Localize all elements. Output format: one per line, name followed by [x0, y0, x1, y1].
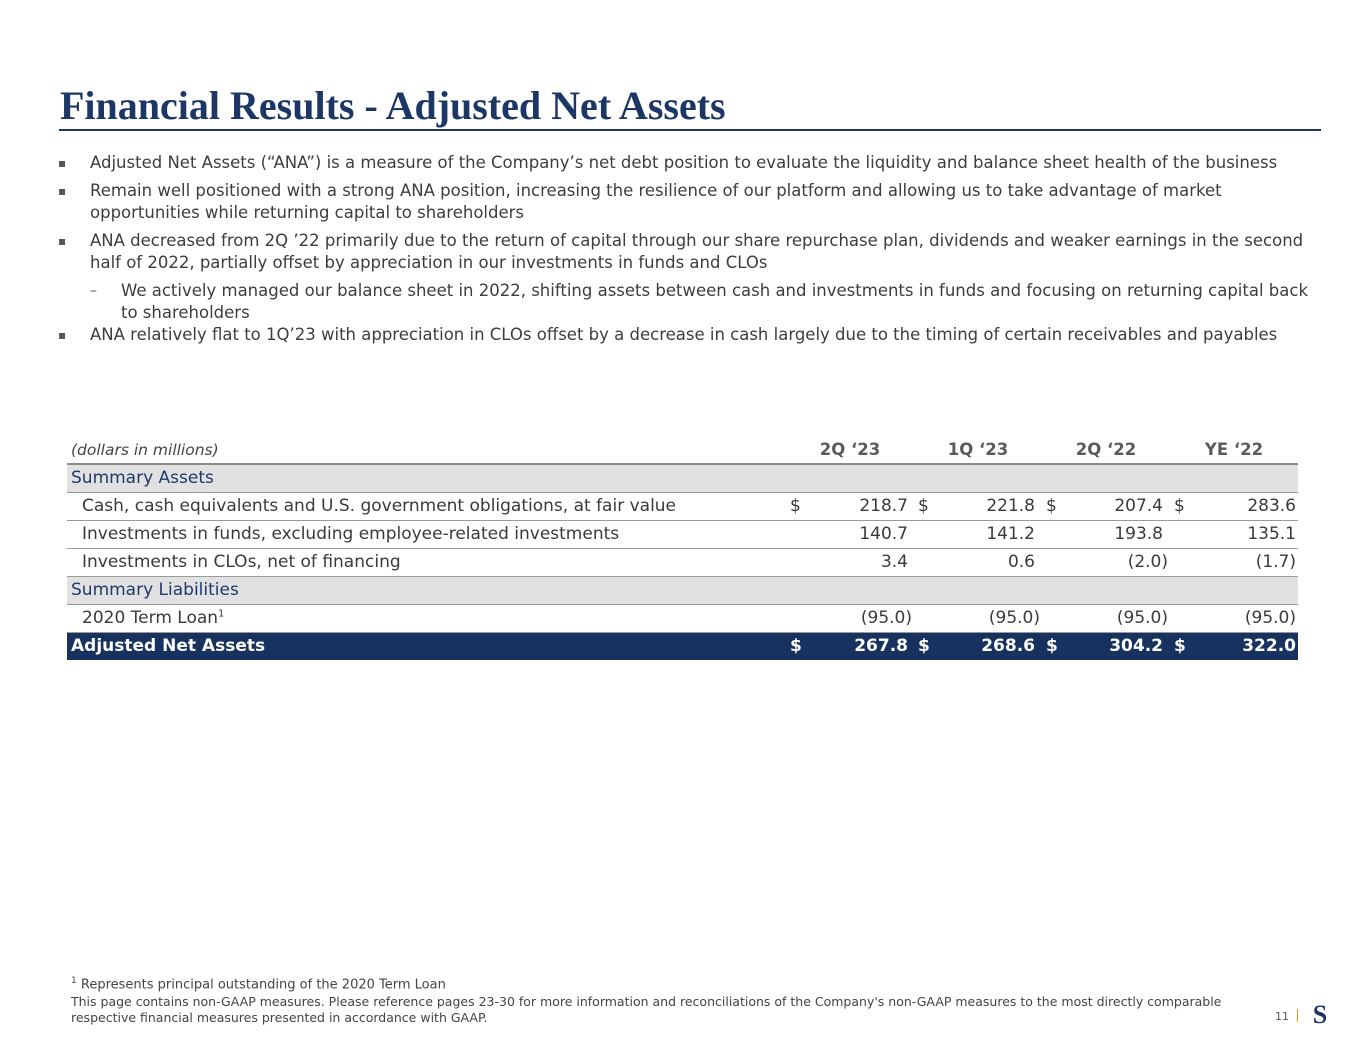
value-cell: 140.7 — [859, 524, 908, 544]
footnote-marker: 1 — [71, 976, 77, 986]
dash-marker: – — [90, 283, 97, 299]
non-gaap-disclaimer: This page contains non-GAAP measures. Please reference pages 23-30 for more information and reconciliations of the Company's non-GAAP measures to the most directly comparable respective financial measures presented in accordance with GAAP. — [71, 994, 1222, 1025]
value-cell: (1.7) — [1255, 552, 1296, 572]
bullet-item — [58, 230, 1320, 274]
section-row-assets — [67, 465, 1298, 493]
value-cell: 141.2 — [986, 524, 1035, 544]
bullet-text: ANA decreased from 2Q ’22 primarily due to the return of capital through our share repurchase plan, dividends and weaker earnings in the second half of 2022, partially offset by appreciation in our investments in funds and CLOs — [90, 231, 1304, 272]
value-cell: 283.6 — [1247, 496, 1296, 516]
page-title: Financial Results - Adjusted Net Assets — [60, 83, 726, 128]
table-header-row — [67, 437, 1298, 465]
dollar-sign: $ — [1174, 496, 1185, 516]
column-header: 2Q ‘23 — [819, 440, 881, 459]
total-value: 304.2 — [1109, 636, 1163, 656]
footnote-text: Represents principal outstanding of the 2020 Term Loan — [80, 977, 446, 993]
bullet-marker: ▪ — [58, 184, 67, 198]
total-value: 267.8 — [854, 636, 908, 656]
bullet-item — [58, 180, 1320, 224]
value-cell: 0.6 — [1007, 552, 1035, 572]
row-label: Investments in CLOs, net of financing — [82, 552, 401, 572]
bullet-list — [58, 152, 1320, 346]
bullet-text: ANA relatively flat to 1Q’23 with appreciation in CLOs offset by a decrease in cash largely due to the timing of certain receivables and payables — [90, 325, 1278, 344]
row-label-text: 2020 Term Loan — [82, 608, 219, 628]
footer-separator — [1297, 1009, 1298, 1022]
value-cell: (95.0) — [1244, 608, 1296, 628]
section-label: Summary Assets — [71, 468, 214, 488]
row-label — [82, 605, 224, 632]
column-header: 2Q ‘22 — [1075, 440, 1137, 459]
bullet-marker: ▪ — [58, 156, 67, 170]
dollar-sign: $ — [918, 496, 929, 516]
bullet-marker: ▪ — [58, 328, 67, 342]
value-cell: (95.0) — [988, 608, 1040, 628]
title-underline — [59, 129, 1321, 131]
dollar-sign: $ — [1174, 636, 1186, 656]
footnote-ref: 1 — [218, 608, 225, 620]
sub-bullet-item — [58, 280, 1320, 324]
company-logo-s-icon — [1309, 1001, 1331, 1027]
bullet-marker: ▪ — [58, 234, 67, 248]
value-cell: (2.0) — [1127, 552, 1168, 572]
bullet-item — [58, 324, 1320, 346]
total-label: Adjusted Net Assets — [71, 636, 266, 656]
value-cell: 3.4 — [880, 552, 908, 572]
table-row — [67, 493, 1298, 521]
bullet-text: We actively managed our balance sheet in 2022, shifting assets between cash and investments in funds and focusing on returning capital back to shareholders — [121, 281, 1309, 322]
svg-text:S: S — [1312, 1001, 1328, 1027]
row-label: Cash, cash equivalents and U.S. government obligations, at fair value — [82, 496, 677, 516]
page-number: 11 — [1275, 1010, 1289, 1023]
dollar-sign: $ — [790, 636, 802, 656]
value-cell: 218.7 — [859, 496, 908, 516]
section-row-liabilities — [67, 577, 1298, 605]
value-cell: (95.0) — [1116, 608, 1168, 628]
total-value: 268.6 — [981, 636, 1035, 656]
row-label: Investments in funds, excluding employee-related investments — [82, 524, 620, 544]
footnote — [71, 976, 446, 992]
table-row — [67, 521, 1298, 549]
dollar-sign: $ — [1046, 496, 1057, 516]
adjusted-net-assets-table — [67, 437, 1298, 660]
value-cell: (95.0) — [860, 608, 912, 628]
bullet-text: Adjusted Net Assets (“ANA”) is a measure of the Company’s net debt position to evaluate the liquidity and balance sheet health of the business — [90, 153, 1278, 172]
bullet-item — [58, 152, 1320, 174]
dollar-sign: $ — [790, 496, 801, 516]
dollar-sign: $ — [1046, 636, 1058, 656]
dollar-sign: $ — [918, 636, 930, 656]
value-cell: 135.1 — [1247, 524, 1296, 544]
table-row — [67, 605, 1298, 633]
column-header: 1Q ‘23 — [947, 440, 1009, 459]
bullet-text: Remain well positioned with a strong ANA position, increasing the resilience of our platform and allowing us to take advantage of market opportunities while returning capital to shareholders — [90, 181, 1222, 222]
table-row — [67, 549, 1298, 577]
value-cell: 221.8 — [986, 496, 1035, 516]
section-label: Summary Liabilities — [71, 580, 239, 600]
value-cell: 193.8 — [1114, 524, 1163, 544]
total-row — [67, 633, 1298, 660]
total-value: 322.0 — [1242, 636, 1296, 656]
column-header: YE ‘22 — [1204, 440, 1264, 459]
value-cell: 207.4 — [1114, 496, 1163, 516]
units-label: (dollars in millions) — [71, 441, 219, 459]
